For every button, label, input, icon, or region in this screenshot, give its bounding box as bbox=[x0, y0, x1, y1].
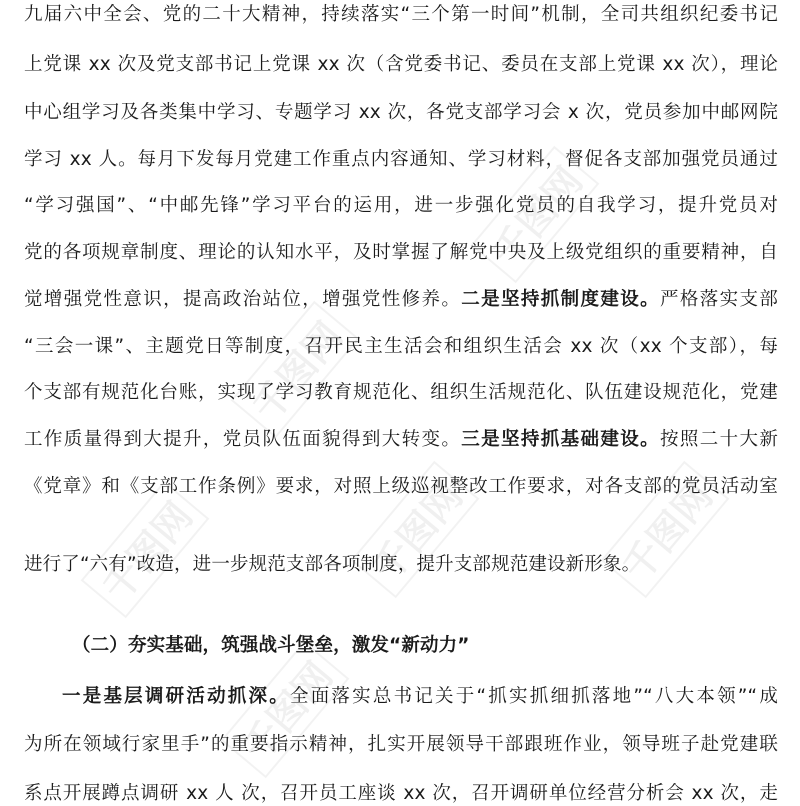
paragraph-line bbox=[24, 288, 778, 312]
bold-lead-phrase: 二是坚持抓制度建设。 bbox=[461, 289, 660, 310]
watermark: 千图网 bbox=[231, 301, 360, 439]
paragraph-line: 九届六中全会、党的二十大精神，持续落实“三个第一时间”机制，全司共组织纪委书记 bbox=[24, 4, 778, 25]
paragraph-line: 《党章》和《支部工作条例》要求，对照上级巡视整改工作要求，对各支部的党员活动室 bbox=[24, 476, 778, 497]
paragraph-line bbox=[62, 685, 778, 709]
paragraph-line: “学习强国”、“中邮先锋”学习平台的运用，进一步强化党员的自我学习，提升党员对 bbox=[24, 195, 778, 216]
watermark: 千图网 bbox=[351, 461, 480, 599]
watermark: 千图网 bbox=[81, 481, 210, 619]
paragraph-line: “三会一课”、主题党日等制度，召开民主生活会和组织生活会 xx 次（xx 个支部），每 bbox=[24, 336, 778, 357]
line-text: 工作质量得到大提升，党员队伍面貌得到大转变。 bbox=[24, 429, 462, 450]
watermark: 千图网 bbox=[601, 461, 730, 599]
paragraph-line: 进行了“六有”改造，进一步规范支部各项制度，提升支部规范建设新形象。 bbox=[24, 554, 641, 575]
watermark: 千图网 bbox=[471, 146, 600, 284]
paragraph-line: 为所在领域行家里手”的重要指示精神，扎实开展领导干部跟班作业，领导班子赴党建联 bbox=[24, 734, 778, 755]
paragraph-line: 个支部有规范化台账，实现了学习教育规范化、组织生活规范化、队伍建设规范化，党建 bbox=[24, 382, 778, 403]
bold-lead-phrase: 一是基层调研活动抓深。 bbox=[62, 686, 290, 707]
line-text: 觉增强党性意识，提高政治站位，增强党性修养。 bbox=[24, 289, 462, 310]
paragraph-line: 党的各项规章制度、理论的认知水平，及时掌握了解党中央及上级党组织的重要精神，自 bbox=[24, 242, 778, 263]
bold-lead-phrase: 三是坚持抓基础建设。 bbox=[461, 429, 660, 450]
line-text: 按照二十大新 bbox=[659, 429, 778, 450]
line-text: 严格落实支部 bbox=[659, 289, 778, 310]
section-heading: （二）夯实基础，筑强战斗堡垒，激发“新动力” bbox=[72, 635, 470, 656]
line-text: 全面落实总书记关于“抓实抓细抓落地”“八大本领”“成 bbox=[289, 686, 778, 707]
paragraph-line: 上党课 xx 次及党支部书记上党课 xx 次（含党委书记、委员在支部上党课 xx 次），理论 bbox=[24, 54, 778, 75]
paragraph-line: 学习 xx 人。每月下发每月党建工作重点内容通知、学习材料，督促各支部加强党员通过 bbox=[24, 149, 778, 170]
paragraph-line: 系点开展蹲点调研 xx 人 次，召开员工座谈 xx 次，召开调研单位经营分析会 xx 次，走 bbox=[24, 783, 778, 804]
paragraph-line: 中心组学习及各类集中学习、专题学习 xx 次，各党支部学习会 x 次，党员参加中邮网院 bbox=[24, 102, 778, 123]
paragraph-line bbox=[24, 428, 778, 452]
watermark: 千图网 bbox=[221, 641, 350, 779]
